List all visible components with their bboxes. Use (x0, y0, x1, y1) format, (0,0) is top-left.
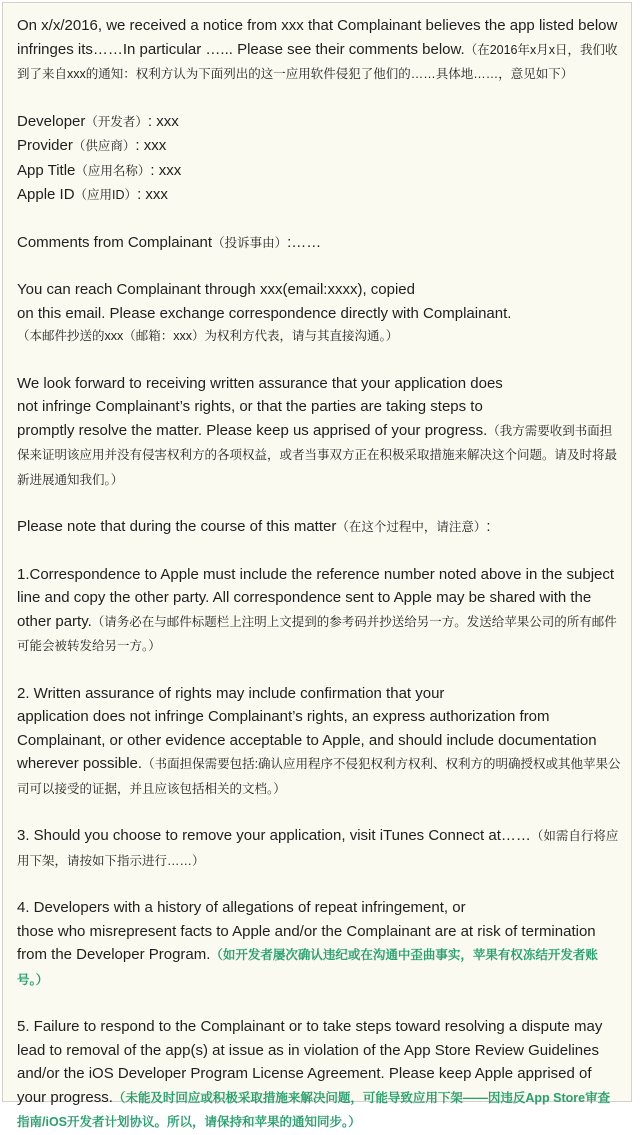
field-value: : xxx (137, 186, 168, 203)
comments-paragraph (17, 231, 621, 256)
contact-line-1: You can reach Complainant through xxx(email:xxxx), copied (17, 281, 415, 298)
field-label: App Title (17, 161, 76, 179)
field-label-translation: （应用名称） (75, 163, 151, 178)
item-1-translation: （请务必在与邮件标题栏上注明上文提到的参考码并抄送给另一方。发送给苹果公司的所有邮件可能会被转发给另一方。） (17, 614, 617, 653)
contact-translation: （本邮件抄送的xxx（邮箱：xxx）为权利方代表，请与其直接沟通。） (17, 329, 399, 343)
note-paragraph (17, 515, 621, 540)
item-4 (17, 896, 621, 992)
field-developer (17, 110, 621, 135)
item-5 (17, 1015, 621, 1135)
item-4-line-1: 4. Developers with a history of allegations of repeat infringement, or (17, 899, 466, 916)
field-label: Provider (17, 137, 73, 154)
comments-label: Comments from Complainant (17, 233, 213, 251)
field-apple-id (17, 183, 621, 208)
comments-value: :…… (287, 233, 322, 251)
item-3 (17, 824, 621, 873)
item-2 (17, 682, 621, 802)
notice-card (2, 2, 632, 1129)
field-app-title (17, 159, 621, 184)
item-4-translation: （如开发者屡次确认违纪或在沟通中歪曲事实，苹果有权冻结开发者账号。） (17, 948, 598, 987)
item-2-line-2: application does not infringe Complainant’s rights, an express authorization from Complainant, or other evidence acceptable to Apple, and should include documentation wherever possible. (17, 708, 597, 772)
app-details (17, 110, 621, 208)
assurance-paragraph (17, 372, 621, 493)
item-3-text: 3. Should you choose to remove your application, visit iTunes Connect at…… (17, 827, 531, 844)
item-1 (17, 563, 621, 659)
field-provider (17, 134, 621, 159)
field-label-translation: （供应商） (72, 139, 136, 153)
comments-translation: （投诉事由） (212, 235, 288, 250)
item-2-line-1: 2. Written assurance of rights may include confirmation that your (17, 684, 445, 702)
field-label: Apple ID (17, 186, 75, 203)
note-text: Please note that during the course of this matter (17, 518, 337, 535)
item-5-text: 5. Failure to respond to the Complainant or to take steps toward resolving a dispute may lead to removal of the app(s) at issue as in violation of the App Store Review Guidelines and/or the iOS Developer Program License Agreement. Please keep Apple apprised of your progress. (17, 1018, 603, 1106)
note-colon: : (486, 518, 491, 535)
assurance-line-1: We look forward to receiving written assurance that your application does (17, 374, 503, 392)
item-3-translation: （如需自行将应用下架，请按如下指示进行……） (17, 829, 619, 868)
intro-paragraph (17, 14, 621, 87)
field-value: : xxx (150, 161, 182, 179)
field-label-translation: （开发者） (85, 114, 148, 129)
contact-line-2: on this email. Please exchange correspondence directly with Complainant. (17, 304, 512, 322)
intro-translation: （在2016年x月x日，我们收到了来自xxx的通知：权利方认为下面列出的这一应用软件侵犯了他们的……具体地……，意见如下） (17, 42, 618, 81)
item-4-line-2: those who misrepresent facts to Apple and/or the Complainant are at risk of termination from the Developer Program. (17, 922, 596, 963)
field-label-translation: （应用ID） (74, 188, 138, 202)
contact-paragraph (17, 278, 621, 349)
field-label: Developer (17, 112, 86, 130)
item-1-text: 1.Correspondence to Apple must include the reference number noted above in the subject line and copy the other party. All correspondence sent to Apple may be shared with the other party. (17, 565, 615, 630)
intro-text: On x/x/2016, we received a notice from xxx that Complainant believes the app listed below infringes its……In particular …... Please see their comments below. (17, 17, 618, 58)
assurance-translation: （我方需要收到书面担保来证明该应用并没有侵害权利方的各项权益，或者当事双方正在积极采取措施来解决这个问题。请及时将最新进展通知我们。） (17, 423, 618, 487)
assurance-line-2: not infringe Complainant’s rights, or that the parties are taking steps to (17, 398, 483, 415)
field-value: : xxx (147, 112, 179, 130)
assurance-line-3: promptly resolve the matter. Please keep us apprised of your progress. (17, 421, 488, 439)
item-2-translation: （书面担保需要包括:确认应用程序不侵犯权利方权利、权利方的明确授权或其他苹果公司可以接受的证据，并且应该包括相关的文档。） (17, 757, 621, 796)
item-5-translation: （未能及时回应或积极采取措施来解决问题，可能导致应用下架——因违反App Store审查指南/iOS开发者计划协议。所以，请保持和苹果的通知同步。） (17, 1090, 611, 1129)
note-translation: （在这个过程中，请注意） (336, 520, 487, 534)
field-value: : xxx (135, 137, 167, 154)
